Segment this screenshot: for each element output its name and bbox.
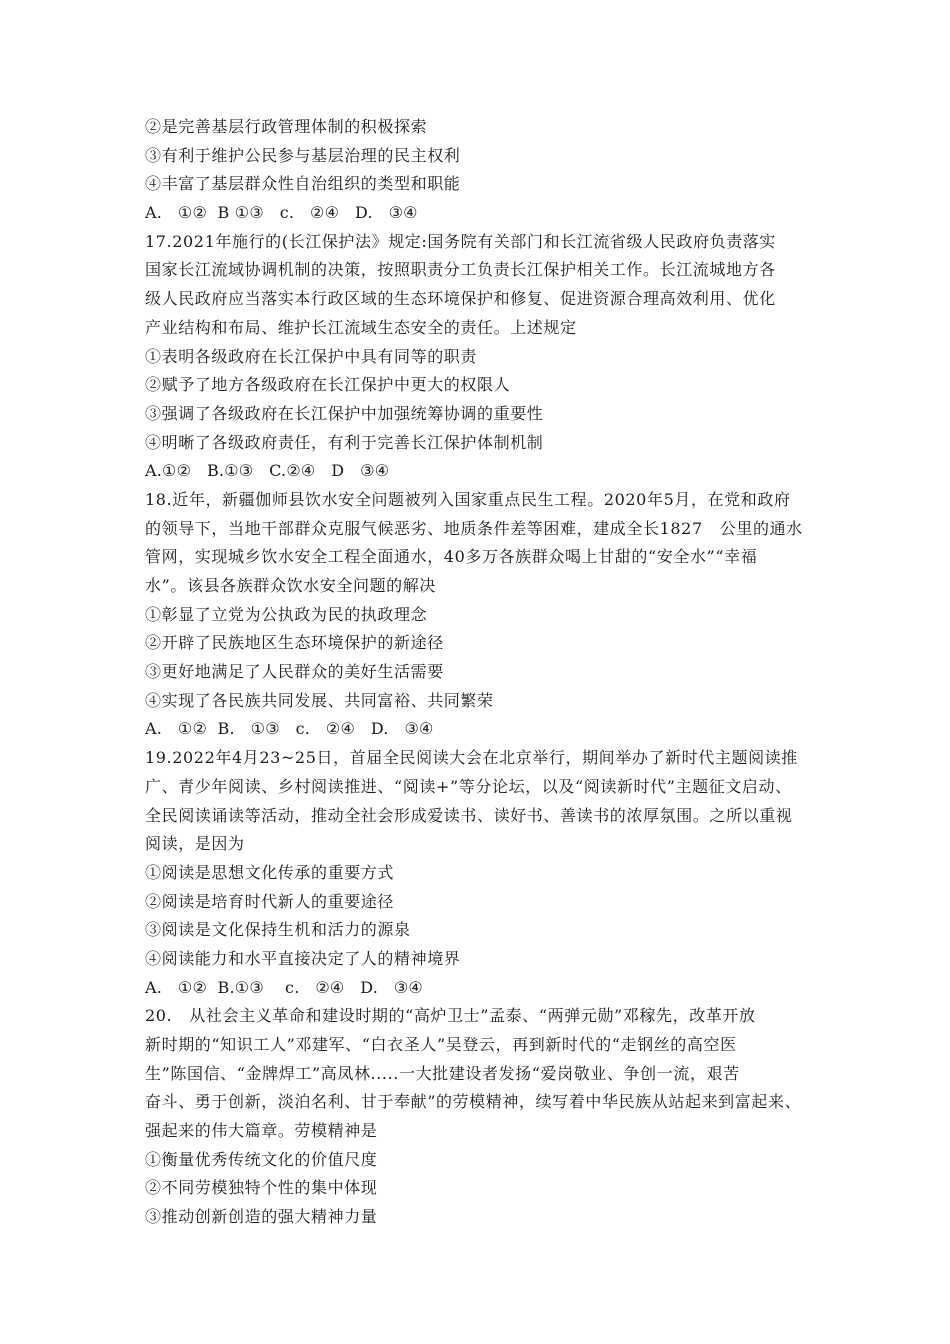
answer-choices: A. ①② B ①③ c. ②④ D. ③④: [145, 203, 418, 223]
question-20-text: 20. 从社会主义革命和建设时期的“高炉卫士”孟泰、“两弹元勋”邓稼先，改革开放: [145, 1006, 756, 1026]
option-line: ②是完善基层行政管理体制的积极探索: [145, 117, 428, 136]
option-line: ②开辟了民族地区生态环境保护的新途径: [145, 633, 444, 653]
option-line: ②不同劳模独特个性的集中体现: [145, 1178, 378, 1198]
question-17-text: 17.2021年施行的(长江保护法》规定:国务院有关部门和长江流省级人民政府负责落实: [145, 231, 776, 251]
question-19-text: 阅读，是因为: [145, 834, 245, 854]
question-19-text: 全民阅读诵读等活动，推动全社会形成爱读书、读好书、善读书的浓厚氛围。之所以重视: [145, 805, 793, 825]
question-20-text: 奋斗、勇于创新，淡泊名利、甘于奉献”的劳模精神，续写着中华民族从站起来到富起来、: [145, 1092, 802, 1112]
question-17-text: 级人民政府应当落实本行政区域的生态环境保护和修复、促进资源合理高效利用、优化: [145, 289, 776, 309]
question-18-text: 的领导下，当地干部群众克服气候恶劣、地质条件差等困难，建成全长1827 公里的通水: [145, 518, 803, 538]
question-20-text: 新时期的“知识工人”邓建军、“白衣圣人”吴登云，再到新时代的“走钢丝的高空医: [145, 1035, 737, 1054]
question-19-text: 19.2022年4月23~25日，首届全民阅读大会在北京举行，期间举办了新时代主题阅读推: [145, 748, 798, 768]
option-line: ③强调了各级政府在长江保护中加强统筹协调的重要性: [145, 403, 544, 423]
option-line: ③推动创新创造的强大精神力量: [145, 1207, 378, 1227]
question-19-text: 广、青少年阅读、乡村阅读推进、“阅读+”等分论坛，以及“阅读新时代”主题征文启动、: [145, 776, 792, 796]
option-line: ④丰富了基层群众性自治组织的类型和职能: [145, 174, 461, 194]
answer-choices: A.①② B.①③ C.②④ D ③④: [145, 461, 390, 481]
option-line: ③更好地满足了人民群众的美好生活需要: [145, 662, 444, 682]
question-20-text: 生”陈国信、“金牌焊工”高凤林.....一大批建设者发扬“爱岗敬业、争创一流，艰苦: [145, 1063, 740, 1083]
question-17-text: 国家长江流域协调机制的决策，按照职责分工负责长江保护相关工作。长江流城地方各: [145, 260, 776, 280]
option-line: ①彰显了立党为公执政为民的执政理念: [145, 604, 428, 624]
answer-choices: A. ①② B. ①③ c. ②④ D. ③④: [145, 719, 434, 739]
answer-choices: A. ①② B.①③ c. ②④ D. ③④: [145, 977, 423, 997]
question-20-text: 强起来的伟大篇章。劳模精神是: [145, 1121, 378, 1141]
option-line: ③阅读是文化保持生机和活力的源泉: [145, 920, 411, 940]
question-17-text: 产业结构和布局、维护长江流域生态安全的责任。上述规定: [145, 317, 577, 337]
option-line: ④明晰了各级政府责任，有利于完善长江保护体制机制: [145, 432, 544, 452]
option-line: ④实现了各民族共同发展、共同富裕、共同繁荣: [145, 690, 494, 710]
exam-page-content: [145, 113, 815, 1232]
option-line: ①衡量优秀传统文化的价值尺度: [145, 1149, 378, 1169]
option-line: ③有利于维护公民参与基层治理的民主权利: [145, 145, 461, 165]
option-line: ②赋予了地方各级政府在长江保护中更大的权限人: [145, 375, 511, 395]
option-line: ①表明各级政府在长江保护中具有同等的职责: [145, 346, 478, 366]
option-line: ②阅读是培育时代新人的重要途径: [145, 891, 395, 911]
question-18-text: 管网，实现城乡饮水安全工程全面通水，40多万各族群众喝上甘甜的“安全水”“幸福: [145, 547, 758, 567]
option-line: ①阅读是思想文化传承的重要方式: [145, 862, 395, 882]
option-line: ④阅读能力和水平直接决定了人的精神境界: [145, 948, 461, 968]
question-18-text: 水”。该县各族群众饮水安全问题的解决: [145, 576, 436, 595]
question-18-text: 18.近年，新疆伽师县饮水安全问题被列入国家重点民生工程。2020年5月，在党和政府: [145, 489, 791, 509]
